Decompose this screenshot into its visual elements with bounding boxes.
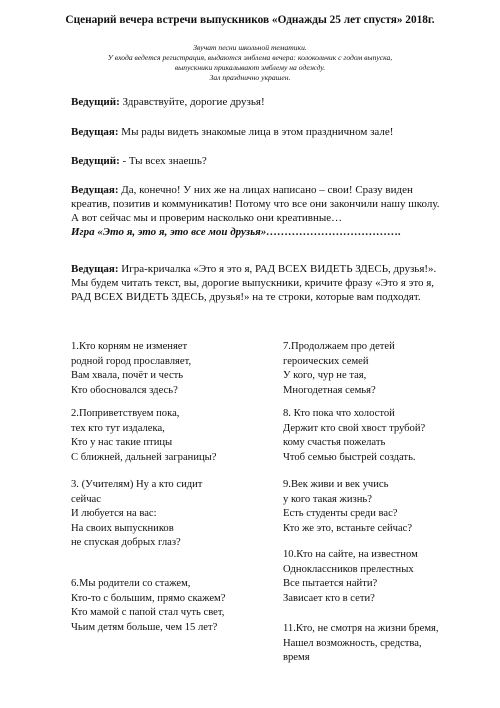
verse-line: кому счастья пожелать <box>283 437 386 448</box>
verse-line: время <box>283 652 310 663</box>
verse-3 <box>71 478 202 551</box>
dialog-text: Да, конечно! У них же на лицах написано – свои! Сразу виден <box>118 184 413 196</box>
verse-line: Кто обосновался здесь? <box>71 384 178 396</box>
verse-line: Держит кто свой хвост трубой? <box>283 422 426 434</box>
verse-line: родной город прославляет, <box>71 355 192 367</box>
dialog-text: А вот сейчас мы и проверим насколько они креативные… <box>71 212 343 224</box>
verse-line: 3. (Учителям) Ну а кто сидит <box>71 479 203 490</box>
intro-line: Звучат песни школьной тематики. <box>193 43 307 52</box>
verse-line: С ближней, дальней заграницы? <box>71 451 217 463</box>
verse-line: 8. Кто пока что холостой <box>283 408 395 419</box>
verse-line: героических семей <box>283 355 369 367</box>
verse-line: У кого, чур не тая, <box>283 370 367 381</box>
verse-line: Чтоб семью быстрей создать. <box>283 451 416 463</box>
intro-line: Зал празднично украшен. <box>209 73 291 82</box>
verse-2 <box>71 407 217 465</box>
verse-line: не спуская добрых глаз? <box>71 537 181 548</box>
dialog-text: Здравствуйте, дорогие друзья! <box>119 96 265 108</box>
dialog-line <box>71 154 443 168</box>
verse-line: 9.Век живи и век учись <box>283 479 389 490</box>
game-title: Игра «Это я, это я, это все мои друзья»………………………………. <box>71 226 402 238</box>
verse-7 <box>283 340 395 398</box>
dialog-text: Мы рады видеть знакомые лица в этом праздничном зале! <box>118 126 394 138</box>
verse-line: Кто мамой с папой стал чуть свет, <box>71 607 225 618</box>
speaker-label: Ведущая: <box>71 184 119 196</box>
dialog-text: - Ты всех знаешь? <box>119 155 207 167</box>
verse-line: Кто же это, встаньте сейчас? <box>283 522 413 534</box>
speaker-label: Ведущий: <box>71 96 120 108</box>
dialog-line <box>71 125 443 139</box>
intro-line: У входа ведется регистрация, выдаются эмблема вечера: колокольчик с годом выпуска, <box>107 53 393 62</box>
intro-notes <box>0 43 500 83</box>
intro-line: выпускники прикалывают эмблему на одежду. <box>174 63 326 72</box>
verse-line: 11.Кто, не смотря на жизни бремя, <box>283 623 439 634</box>
verse-line: 6.Мы родители со стажем, <box>71 578 191 589</box>
dialog-line <box>71 262 443 304</box>
dialog-line <box>71 95 443 109</box>
verse-line: И любуется на вас: <box>71 508 157 519</box>
verse-6 <box>71 577 225 635</box>
verse-8 <box>283 407 425 465</box>
dialog-text: креатив, позитив и коммуникатив! Потому что все они закончили нашу школу. <box>71 198 440 210</box>
verse-line: Есть студенты среди вас? <box>283 508 398 519</box>
speaker-label: Ведущий: <box>71 155 120 167</box>
dialog-text: Игра-кричалка «Это я это я, РАД ВСЕХ ВИДЕТЬ ЗДЕСЬ, друзья!». <box>118 263 437 275</box>
verse-1 <box>71 340 191 398</box>
speaker-label: Ведущая: <box>71 126 119 138</box>
verse-line: 1.Кто корням не изменяет <box>71 341 188 352</box>
verse-line: Вам хвала, почёт и честь <box>71 370 184 381</box>
verse-line: у кого такая жизнь? <box>283 493 372 505</box>
document-title: Сценарий вечера встречи выпускников «Однажды 25 лет спустя» 2018г. <box>65 14 435 26</box>
verse-line: 2.Поприветствуем пока, <box>71 408 180 419</box>
verse-line: Все пытается найти? <box>283 578 378 589</box>
verse-line: Кто-то с большим, прямо скажем? <box>71 592 226 604</box>
speaker-label: Ведущая: <box>71 263 119 275</box>
verse-line: Одноклассников прелестных <box>283 563 414 575</box>
verse-line: 7.Продолжаем про детей <box>283 341 395 352</box>
verse-line: Чьим детям больше, чем 15 лет? <box>71 621 218 633</box>
dialog-text: Мы будем читать текст, вы, дорогие выпускники, кричите фразу «Это я это я, <box>71 277 435 289</box>
verse-line: Нашел возможность, средства, <box>283 637 422 649</box>
verse-11 <box>283 622 439 666</box>
verse-line: На своих выпускников <box>71 522 174 534</box>
dialog-line <box>71 183 443 239</box>
verse-line: Многодетная семья? <box>283 384 376 396</box>
verse-line: тех кто тут издалека, <box>71 422 165 434</box>
verse-line: 10.Кто на сайте, на известном <box>283 549 418 560</box>
verse-9 <box>283 478 412 536</box>
verse-10 <box>283 548 418 606</box>
dialog-text: РАД ВСЕХ ВИДЕТЬ ЗДЕСЬ, друзья!» на те строки, которые вам подходят. <box>71 291 421 303</box>
verse-line: сейчас <box>71 493 101 505</box>
verse-line: Кто у нас такие птицы <box>71 437 173 448</box>
verse-line: Зависает кто в сети? <box>283 592 375 604</box>
